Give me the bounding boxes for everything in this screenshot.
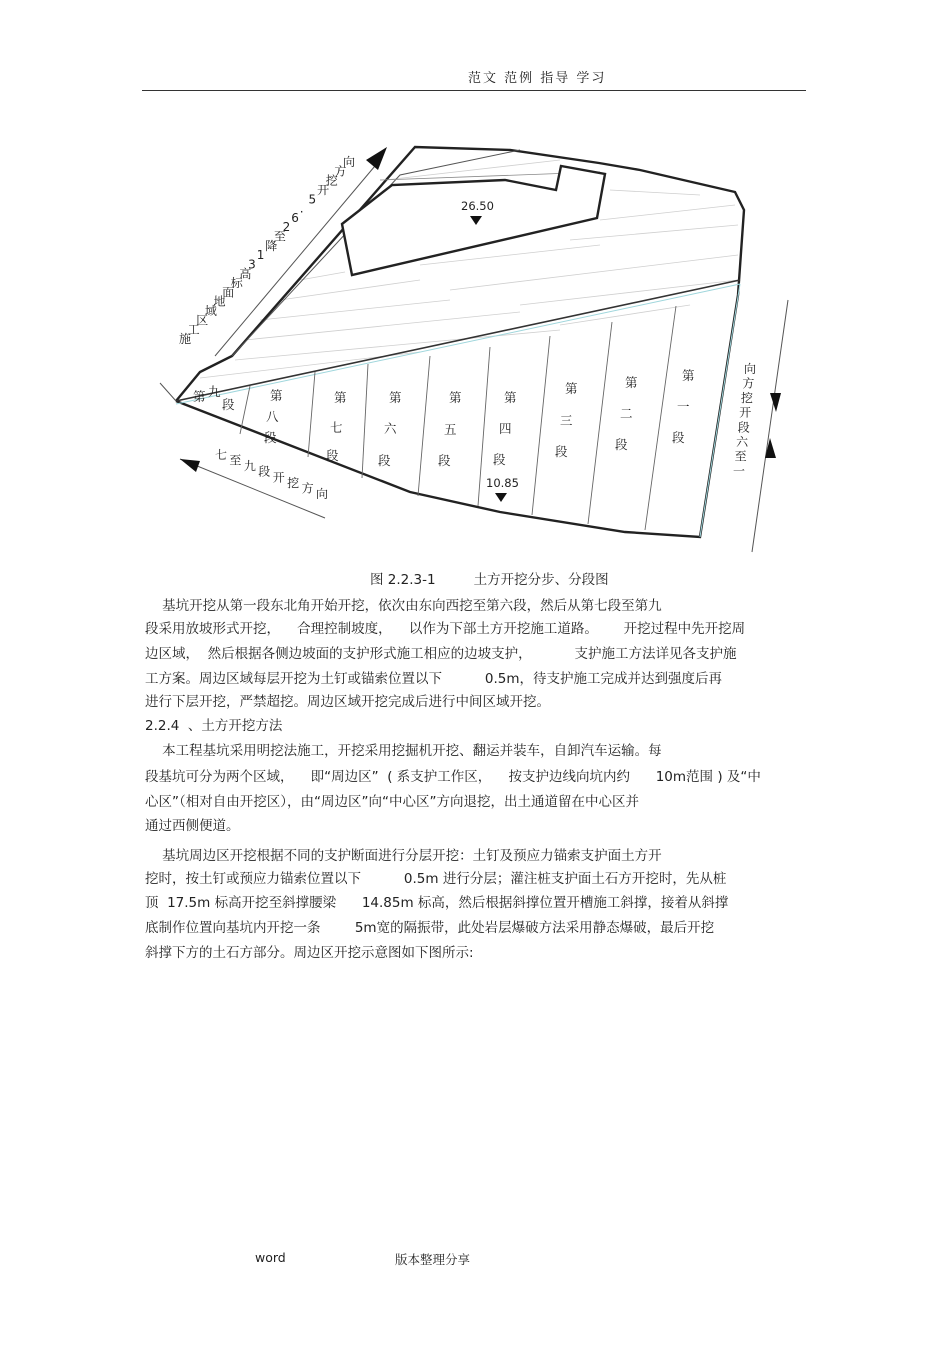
- body-line: 底制作位置向基坑内开挖一条 5m宽的隔振带，此处岩层爆破方法采用静态爆破，最后开挖: [145, 920, 715, 936]
- right-label-char: 一: [733, 464, 746, 478]
- footer-right: 版本整理分享: [395, 1252, 471, 1267]
- body-line: 基坑周边区开挖根据不同的支护断面进行分层开挖：土钉及预应力锚索支护面土方开: [145, 848, 662, 864]
- diag-label-char: 地: [213, 294, 226, 309]
- seg4-char1: 第: [504, 390, 517, 405]
- seg7-char2: 七: [330, 420, 343, 435]
- diag-label-char: 挖: [325, 173, 338, 188]
- bottom-label-char: 段: [258, 464, 271, 479]
- seg1-char1: 第: [682, 368, 695, 383]
- diag-label-char: 5: [308, 192, 317, 207]
- body-line: 工方案。周边区域每层开挖为土钉或锚索位置以下 0.5m，待支护施工完成并达到强度后再: [145, 671, 723, 687]
- bottom-label-char: 方: [301, 481, 314, 496]
- seg1-char3: 段: [672, 430, 685, 445]
- right-label-char: 六: [736, 434, 749, 449]
- body-line: 段基坑可分为两个区域， 即“周边区” ( 系支护工作区， 按支护边线向坑内约 10m范围 ) 及“中: [145, 769, 761, 785]
- seg5-char2: 五: [444, 422, 457, 437]
- diag-label-char: .: [299, 201, 304, 216]
- diag-label-char: 工: [187, 322, 200, 337]
- diag-label-char: 开: [317, 182, 330, 197]
- diag-label-char: 高: [239, 266, 252, 281]
- seg5-char1: 第: [449, 390, 462, 405]
- bottom-direction-arrow: [180, 459, 200, 472]
- seg5-char3: 段: [438, 453, 451, 468]
- diag-label-char: 方: [334, 164, 347, 179]
- diag-label-char: 6: [291, 210, 299, 225]
- page-header: 范文 范例 指导 学习: [468, 71, 607, 86]
- bottom-label-char: 开: [272, 470, 285, 485]
- caption-number: 图 2.2.3-1: [370, 572, 436, 588]
- right-label-char: 开: [739, 405, 752, 420]
- body-line: 2.2.4 、土方开挖方法: [145, 718, 283, 734]
- diag-label-char: 1: [256, 248, 265, 263]
- seg2-char2: 二: [620, 406, 633, 421]
- caption-title: 土方开挖分步、分段图: [473, 572, 609, 588]
- footer-left: word: [255, 1250, 286, 1265]
- east-edge-cyan: [700, 284, 740, 537]
- bottom-label-char: 至: [229, 453, 242, 468]
- seg4-char2: 四: [499, 421, 512, 436]
- diag-label-char: 3: [248, 257, 256, 272]
- diag-label-char: 施: [179, 332, 192, 346]
- bottom-label-char: 挖: [287, 475, 300, 490]
- diag-direction-arrow: [366, 147, 387, 170]
- body-line: 进行下层开挖，严禁超挖。周边区域开挖完成后进行中间区域开挖。: [145, 694, 550, 710]
- body-line: 边区域， 然后根据各侧边坡面的支护形式施工相应的边坡支护， 支护施工方法详见各支护施: [145, 646, 737, 662]
- seg1-char2: 一: [677, 399, 690, 414]
- seg6-char1: 第: [389, 390, 402, 405]
- seg9-char3: 段: [222, 397, 235, 412]
- seg6-char2: 六: [384, 421, 397, 436]
- elevation-label-bottom: 10.85: [486, 476, 519, 490]
- right-label-char: 向: [744, 362, 757, 376]
- bottom-label-char: 向: [316, 487, 329, 501]
- seg8-char2: 八: [266, 409, 279, 424]
- body-line: 段采用放坡形式开挖， 合理控制坡度， 以作为下部土方开挖施工道路。 开挖过程中先开挖周: [145, 621, 746, 637]
- right-direction-arrow-down: [770, 393, 781, 412]
- diag-label-char: 降: [265, 238, 278, 253]
- seg4-char3: 段: [493, 452, 506, 467]
- figure-caption: [370, 568, 609, 588]
- seg3-char1: 第: [565, 381, 578, 396]
- body-line: 斜撑下方的土石方部分。周边区开挖示意图如下图所示:: [145, 945, 474, 961]
- diag-label-char: 至: [273, 229, 286, 244]
- bottom-label-char: 七: [215, 448, 228, 462]
- body-line: 心区”（相对自由开挖区），由“周边区”向“中心区”方向退挖，出土通道留在中心区并: [145, 794, 639, 810]
- seg9-char1: 第: [193, 389, 206, 404]
- body-line: 本工程基坑采用明挖法施工，开挖采用挖掘机开挖、翻运并装车，自卸汽车运输。每: [145, 743, 662, 759]
- body-line: 通过西侧便道。: [145, 818, 240, 834]
- body-line: 顶 17.5m 标高开挖至斜撑腰梁 14.85m 标高，然后根据斜撑位置开槽施工斜撑，接着从斜撑: [145, 895, 729, 911]
- elevation-marker-bottom: [495, 493, 507, 502]
- seg7-char3: 段: [326, 448, 339, 463]
- seg3-char3: 段: [555, 444, 568, 459]
- diag-label-char: 向: [343, 155, 356, 169]
- bottom-direction-label: [215, 447, 328, 501]
- bottom-label-char: 九: [243, 459, 256, 474]
- right-direction-line: [752, 300, 788, 552]
- seg2-char1: 第: [625, 375, 638, 390]
- diag-label-char: 域: [204, 304, 217, 319]
- diag-label-char: 标: [230, 276, 243, 291]
- right-label-char: 挖: [740, 391, 753, 406]
- right-label-char: 段: [737, 420, 750, 435]
- body-line: 挖时，按土钉或预应力锚索位置以下 0.5m 进行分层；灌注桩支护面土石方开挖时，先从桩: [145, 871, 727, 887]
- seg7-char1: 第: [334, 390, 347, 405]
- diag-label-char: 区: [196, 313, 209, 328]
- seg9-char2: 九: [208, 384, 221, 399]
- diag-label-char: 2: [282, 220, 291, 235]
- body-line: 基坑开挖从第一段东北角开始开挖，依次由东向西挖至第六段，然后从第七段至第九: [145, 598, 662, 614]
- seg6-char3: 段: [378, 453, 391, 468]
- right-direction-label: [733, 362, 756, 478]
- seg3-char2: 三: [560, 413, 573, 428]
- seg2-char3: 段: [615, 437, 628, 452]
- right-label-char: 至: [734, 449, 747, 464]
- elevation-label-top: 26.50: [461, 199, 494, 213]
- seg8-char3: 段: [264, 430, 277, 445]
- segment-labels: [193, 368, 695, 468]
- excavation-diagram: [0, 0, 950, 560]
- diag-label-char: 面: [222, 285, 235, 300]
- right-label-char: 方: [742, 376, 755, 391]
- ramp-line: [176, 280, 740, 401]
- seg8-char1: 第: [270, 388, 283, 403]
